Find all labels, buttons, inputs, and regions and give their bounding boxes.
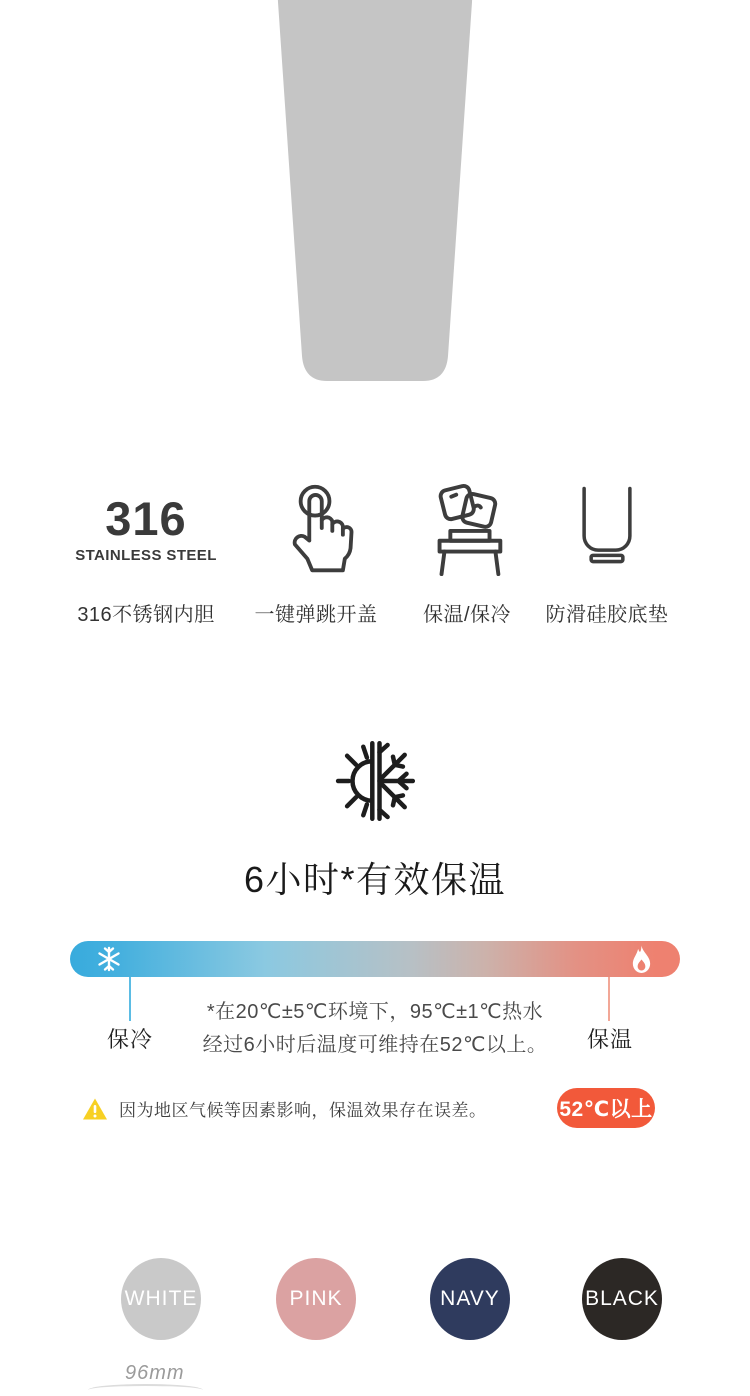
feature-label: 一键弹跳开盖 xyxy=(254,604,378,626)
feature-item-non-slip-base xyxy=(517,478,697,627)
warning-row xyxy=(82,1096,487,1121)
color-swatch-white: WHITE xyxy=(121,1258,201,1340)
temperature-badge: 52℃以上 xyxy=(557,1088,655,1128)
feature-item-316-liner xyxy=(56,478,236,627)
sun-snowflake-icon xyxy=(330,736,420,826)
flame-icon xyxy=(629,944,654,974)
insulation-note xyxy=(0,996,750,1062)
feature-label: 316不锈钢内胆 xyxy=(77,604,215,626)
hot-label: 保温 xyxy=(586,1027,633,1052)
tumbler-silhouette-image xyxy=(0,0,750,395)
color-swatch-black: BLACK xyxy=(582,1258,662,1340)
temperature-gradient-bar xyxy=(70,941,680,977)
cup-base-icon xyxy=(517,478,697,580)
note-line-2: 经过6小时后温度可维持在52℃以上。 xyxy=(202,1034,548,1056)
316-stainless-steel-icon xyxy=(56,478,236,580)
color-swatch-pink: PINK xyxy=(276,1258,356,1340)
dimension-label: 96mm xyxy=(125,1362,185,1384)
warning-text: 因为地区气候等因素影响，保温效果存在误差。 xyxy=(119,1101,487,1120)
316-text: 316 xyxy=(105,492,187,546)
insulation-title: 6小时*有效保温 xyxy=(243,859,507,900)
note-line-1: *在20℃±5℃环境下，95℃±1℃热水 xyxy=(206,1001,544,1023)
color-swatch-navy: NAVY xyxy=(430,1258,510,1340)
feature-label: 保温/保冷 xyxy=(422,604,512,626)
dimension-line-fragment xyxy=(88,1384,203,1396)
feature-label: 防滑硅胶底垫 xyxy=(545,604,669,626)
warning-icon xyxy=(82,1097,108,1121)
stainless-steel-text: STAINLESS STEEL xyxy=(75,546,217,564)
cold-label: 保冷 xyxy=(106,1027,153,1052)
snowflake-icon xyxy=(96,946,122,972)
